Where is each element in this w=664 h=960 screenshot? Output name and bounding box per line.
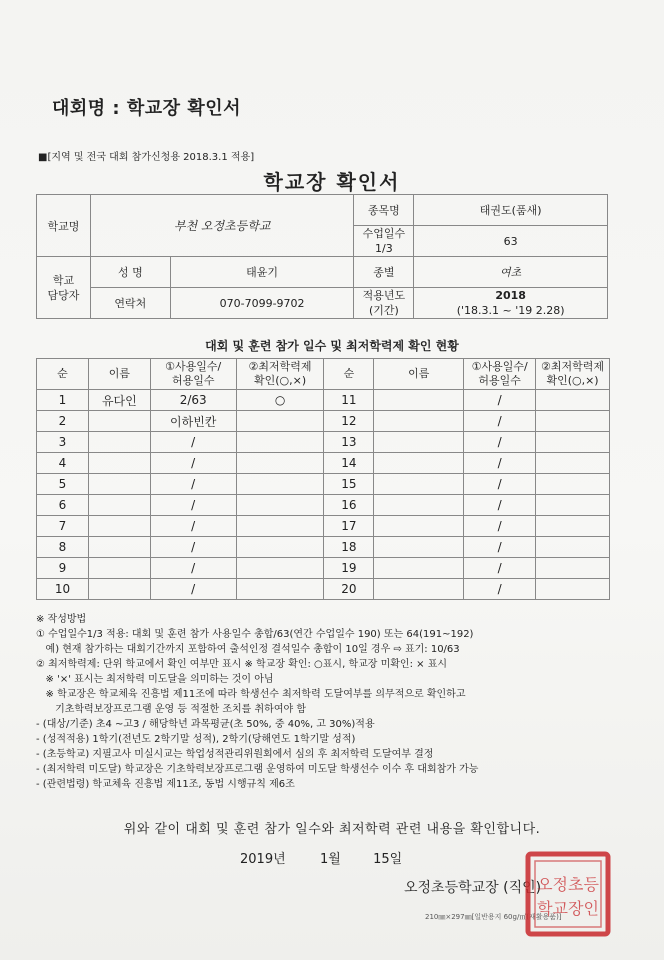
table-cell	[88, 432, 150, 453]
official-seal-stamp	[522, 850, 614, 940]
table-cell: /	[464, 411, 536, 432]
table-cell: /	[150, 516, 236, 537]
column-header: 이름	[88, 359, 150, 390]
table-row	[37, 537, 610, 558]
date-day: 15일	[373, 852, 403, 867]
instruction-line: ※ 학교장은 학교체육 진흥법 제11조에 따라 학생선수 최저학력 도달여부를 의무적으로 확인하고	[36, 689, 466, 700]
table-cell: 7	[37, 516, 89, 537]
column-header: ②최저학력제 확인(○,×)	[536, 359, 610, 390]
table-cell: 17	[324, 516, 374, 537]
table-cell: 6	[37, 495, 89, 516]
table-cell	[374, 390, 464, 411]
table-cell	[236, 474, 324, 495]
year-value: 2018	[495, 289, 526, 302]
table-cell	[374, 516, 464, 537]
table-cell: 5	[37, 474, 89, 495]
table-cell: ○	[236, 390, 324, 411]
table-cell	[374, 432, 464, 453]
table-cell	[374, 411, 464, 432]
school-label: 학교명	[37, 195, 91, 257]
table-row	[37, 579, 610, 600]
table-header-row	[37, 359, 610, 390]
table-cell	[236, 411, 324, 432]
table-row	[37, 474, 610, 495]
table-cell: /	[464, 390, 536, 411]
column-header: ②최저학력제 확인(○,×)	[236, 359, 324, 390]
table-row	[37, 495, 610, 516]
form-note: ■[지역 및 전국 대회 참가신청용 2018.3.1 적용]	[38, 152, 255, 163]
table-cell: 2	[37, 411, 89, 432]
table-cell	[374, 558, 464, 579]
table-cell	[536, 558, 610, 579]
table-cell	[88, 579, 150, 600]
table-cell	[236, 537, 324, 558]
instruction-line: ② 최저학력제: 단위 학교에서 확인 여부만 표시 ※ 학교장 확인: ○표시, 학교장 미확인: × 표시	[36, 659, 448, 670]
table-row	[37, 390, 610, 411]
instruction-line: - (최저학력 미도달) 학교장은 기초학력보장프로그램 운영하여 미도달 학생선수 이수 후 대회참가 가능	[36, 764, 479, 775]
meeting-name: 대회명 : 학교장 확인서	[52, 98, 241, 119]
status-subtitle: 대회 및 훈련 참가 일수 및 최저학력제 확인 현황	[205, 339, 459, 353]
instruction-line: ※ 작성방법	[36, 614, 87, 625]
table-cell: /	[464, 495, 536, 516]
sport-label: 종목명	[354, 195, 414, 226]
date-month: 1월	[319, 852, 341, 867]
table-cell: 유다인	[88, 390, 150, 411]
confirmation-statement: 위와 같이 대회 및 훈련 참가 일수와 최저학력 관련 내용을 확인합니다.	[123, 822, 541, 837]
table-cell	[236, 453, 324, 474]
table-cell: 2/63	[150, 390, 236, 411]
table-cell: /	[150, 537, 236, 558]
table-cell: /	[464, 558, 536, 579]
instruction-line: - (관련법령) 학교체육 진흥법 제11조, 동법 시행규칙 제6조	[36, 779, 295, 790]
table-cell	[536, 432, 610, 453]
table-cell	[536, 495, 610, 516]
table-cell: 11	[324, 390, 374, 411]
svg-text:학교장인: 학교장인	[537, 899, 599, 918]
date-year: 2019년	[240, 852, 286, 867]
table-cell	[236, 558, 324, 579]
phone-label: 연락처	[90, 288, 170, 319]
table-cell	[88, 516, 150, 537]
instruction-line: 예) 현재 참가하는 대회기간까지 포함하여 출석인정 결석일수 총합이 10일 경우 ⇨ 표기: 10/63	[36, 644, 460, 655]
table-cell: /	[150, 579, 236, 600]
name-value: 태윤기	[170, 257, 354, 288]
days-value: 63	[414, 226, 608, 257]
table-cell: 15	[324, 474, 374, 495]
table-cell	[374, 453, 464, 474]
table-cell: /	[464, 516, 536, 537]
instruction-line: - (대상/기준) 초4 ~고3 / 해당학년 과목평균(초 50%, 중 40%, 고 30%)적용	[36, 719, 375, 730]
paper-spec-footer: 210㎜×297㎜[일반용지 60g/㎡(재활용품)]	[425, 913, 562, 921]
year-label: 적용년도 (기간)	[354, 288, 414, 319]
document-title: 학교장 확인서	[263, 170, 401, 194]
table-cell: /	[150, 558, 236, 579]
table-cell: /	[150, 432, 236, 453]
sport-value: 태권도(품새)	[414, 195, 608, 226]
table-cell: 8	[37, 537, 89, 558]
table-cell	[374, 474, 464, 495]
table-cell	[236, 516, 324, 537]
table-cell: /	[464, 453, 536, 474]
column-header: 이름	[374, 359, 464, 390]
column-header: 순	[324, 359, 374, 390]
table-cell	[236, 579, 324, 600]
table-cell: 9	[37, 558, 89, 579]
table-cell: 12	[324, 411, 374, 432]
table-cell: /	[150, 474, 236, 495]
participation-table	[36, 358, 610, 600]
period-value: ('18.3.1 ~ '19 2.28)	[456, 304, 565, 317]
info-table	[36, 194, 608, 319]
table-cell: 19	[324, 558, 374, 579]
table-cell	[536, 411, 610, 432]
table-cell: 13	[324, 432, 374, 453]
instruction-line: ① 수업일수1/3 적용: 대회 및 훈련 참가 사용일수 총합/63(연간 수업일수 190) 또는 64(191~192)	[36, 629, 474, 640]
table-cell: /	[464, 432, 536, 453]
instruction-line: - (성적적용) 1학기(전년도 2학기말 성적), 2학기(당해연도 1학기말 성적)	[36, 734, 356, 745]
svg-text:오정초등: 오정초등	[537, 875, 599, 894]
table-cell: /	[150, 453, 236, 474]
table-cell	[88, 537, 150, 558]
table-cell: 16	[324, 495, 374, 516]
category-value: 여초	[414, 257, 608, 288]
school-name: 부천 오정초등학교	[90, 195, 354, 257]
year-cell	[414, 288, 608, 319]
category-label: 종별	[354, 257, 414, 288]
signing-date	[240, 848, 402, 867]
table-row	[37, 453, 610, 474]
phone-value: 070-7099-9702	[170, 288, 354, 319]
table-cell	[536, 516, 610, 537]
table-cell	[536, 537, 610, 558]
writing-instructions	[36, 612, 636, 792]
principal-signature: 오정초등학교장 (직인)	[404, 880, 542, 896]
table-cell: 14	[324, 453, 374, 474]
table-cell: 이하빈칸	[150, 411, 236, 432]
table-cell: 3	[37, 432, 89, 453]
table-cell	[236, 432, 324, 453]
instruction-line: - (초등학교) 지필고사 미실시교는 학업성적관리위원회에서 심의 후 최저학력 도달여부 결정	[36, 749, 434, 760]
table-cell	[88, 474, 150, 495]
table-cell	[236, 495, 324, 516]
table-cell	[374, 579, 464, 600]
table-cell: 1	[37, 390, 89, 411]
instruction-line: ※ '×' 표시는 최저학력 미도달을 의미하는 것이 아님	[36, 674, 274, 685]
table-cell	[88, 558, 150, 579]
column-header: ①사용일수/ 허용일수	[464, 359, 536, 390]
table-cell: 10	[37, 579, 89, 600]
table-cell	[88, 495, 150, 516]
table-cell	[536, 579, 610, 600]
table-row	[37, 516, 610, 537]
participation-table-body	[37, 359, 610, 600]
table-cell: /	[464, 537, 536, 558]
table-cell: /	[464, 474, 536, 495]
table-cell: 20	[324, 579, 374, 600]
table-row	[37, 558, 610, 579]
table-cell: 18	[324, 537, 374, 558]
table-cell	[374, 537, 464, 558]
table-cell: /	[464, 579, 536, 600]
instruction-line: 기초학력보장프로그램 운영 등 적절한 조치를 취하여야 함	[36, 704, 306, 715]
table-cell	[88, 453, 150, 474]
column-header: 순	[37, 359, 89, 390]
table-cell: /	[150, 495, 236, 516]
table-row	[37, 411, 610, 432]
column-header: ①사용일수/ 허용일수	[150, 359, 236, 390]
table-row	[37, 432, 610, 453]
table-cell	[536, 474, 610, 495]
table-cell: 4	[37, 453, 89, 474]
days-label: 수업일수 1/3	[354, 226, 414, 257]
teacher-label: 학교 담당자	[37, 257, 91, 319]
table-cell	[536, 390, 610, 411]
table-cell	[374, 495, 464, 516]
table-cell	[536, 453, 610, 474]
table-cell	[88, 411, 150, 432]
name-label: 성 명	[90, 257, 170, 288]
